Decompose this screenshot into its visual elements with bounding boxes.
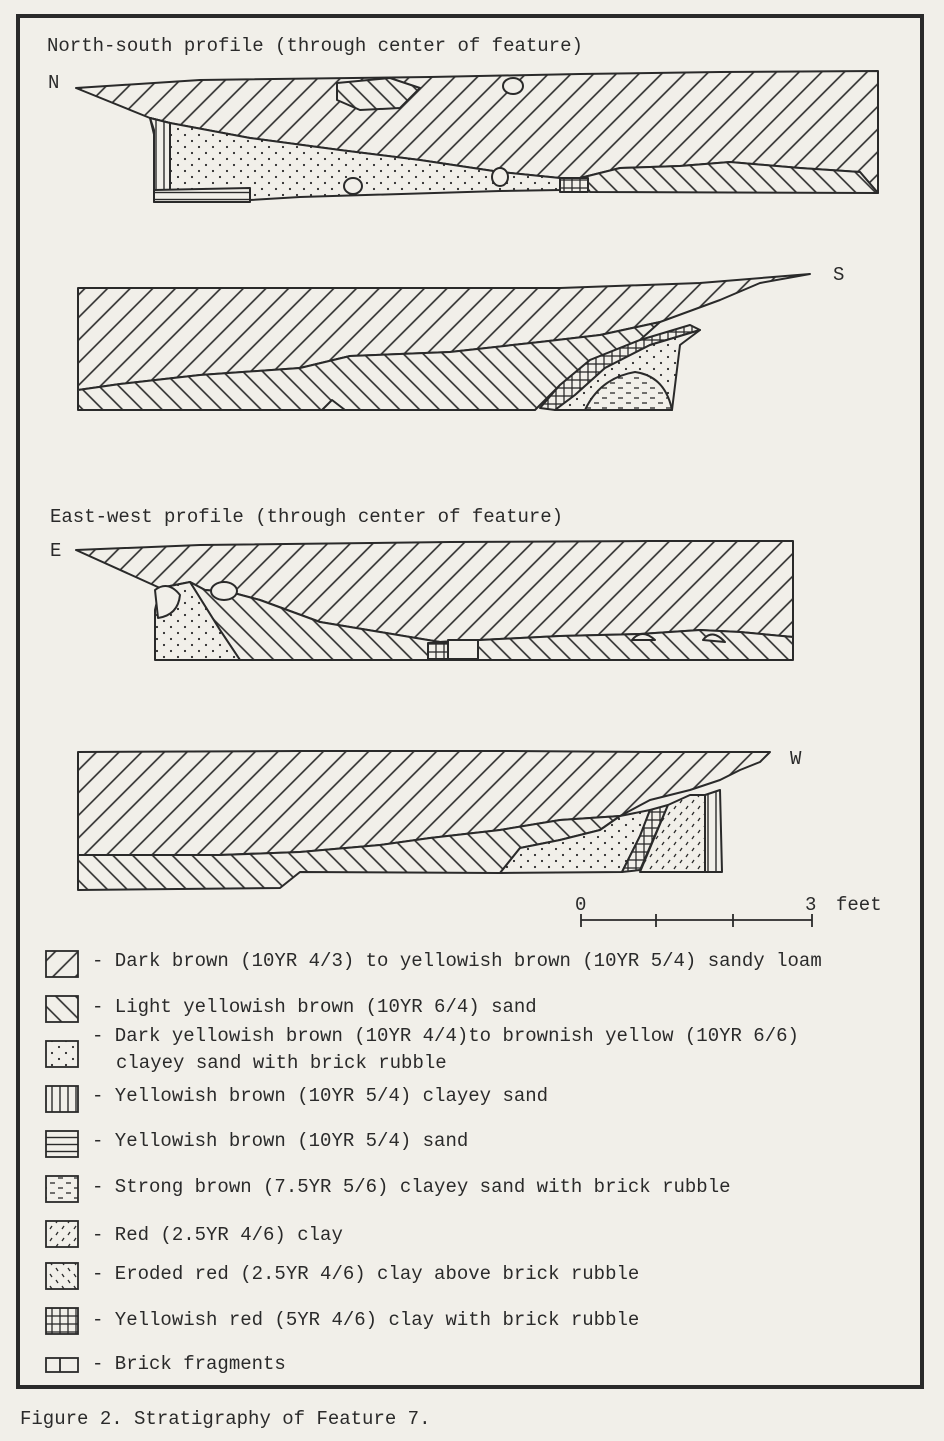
ew-upper-brick-2 [448,640,478,659]
swatch-grid [46,1308,78,1334]
ew-upper-inclusion-2 [211,582,237,600]
ns-upper-pebble-2 [344,178,362,194]
ew-lower-vertical-wall [705,790,722,872]
scale-start-label: 0 [575,894,587,916]
legend-label-ticks: - Red (2.5YR 4/6) clay [92,1224,343,1246]
ns-upper-pebble-1 [503,78,523,94]
ns-upper-horizontal-base [154,188,250,202]
scale-end-label: 3 [805,894,817,916]
swatch-brick [46,1358,78,1372]
legend-label-dashes: - Strong brown (7.5YR 5/6) clayey sand with brick rubble [92,1176,731,1198]
swatch-ticks-rev [46,1263,78,1289]
legend-label-vertical: - Yellowish brown (10YR 5/4) clayey sand [92,1085,549,1107]
ew-profile-lower [78,751,770,890]
legend-label-horizontal: - Yellowish brown (10YR 5/4) sand [92,1130,469,1152]
east-label: E [50,540,62,562]
swatch-horizontal [46,1131,78,1157]
scale-bar [581,914,812,927]
swatch-dots [46,1041,78,1067]
legend-label-dots: - Dark yellowish brown (10YR 4/4)to brownish yellow (10YR 6/6) [92,1025,799,1047]
swatch-sandy-loam [46,951,78,977]
west-label: W [790,748,802,770]
ns-upper-pebble-3 [492,168,508,186]
legend-label-grid: - Yellowish red (5YR 4/6) clay with brick rubble [92,1309,640,1331]
ew-profile-title: East-west profile (through center of feature) [50,506,564,528]
legend-label-ticks-rev: - Eroded red (2.5YR 4/6) clay above brick rubble [92,1263,640,1285]
swatch-vertical [46,1086,78,1112]
legend-label-light-sand: - Light yellowish brown (10YR 6/4) sand [92,996,537,1018]
ew-upper-brick-1 [428,643,450,659]
scale-unit-label: feet [836,894,882,916]
legend-label-sandy-loam: - Dark brown (10YR 4/3) to yellowish brown (10YR 5/4) sandy loam [92,950,822,972]
ns-profile-lower [78,274,810,410]
ns-upper-brick [560,178,588,192]
legend-label-dots-line2: clayey sand with brick rubble [116,1052,447,1074]
figure-caption: Figure 2. Stratigraphy of Feature 7. [20,1408,431,1430]
north-label: N [48,72,60,94]
swatch-dashes [46,1176,78,1202]
ew-profile-upper [76,541,793,660]
legend-swatches [46,951,78,1372]
legend-label-brick: - Brick fragments [92,1353,286,1375]
ns-profile-upper [76,71,878,202]
swatch-ticks [46,1221,78,1247]
south-label: S [833,264,845,286]
swatch-light-sand [46,996,78,1022]
ns-profile-title: North-south profile (through center of feature) [47,35,583,57]
